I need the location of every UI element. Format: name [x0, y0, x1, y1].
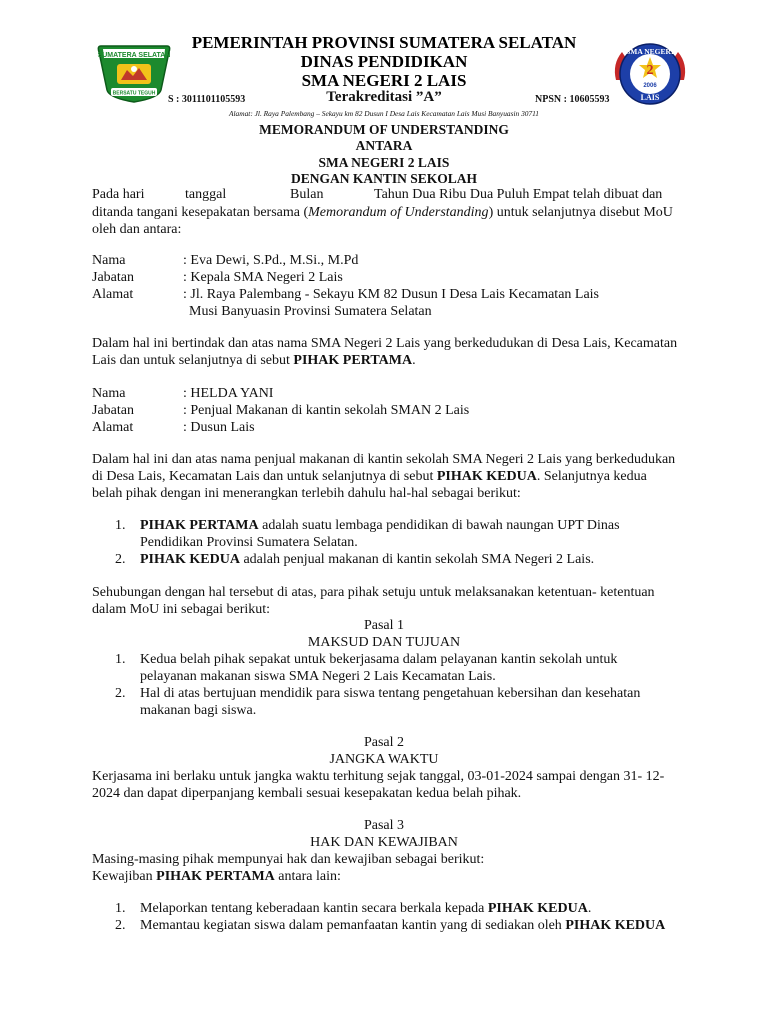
pasal3-label: Pasal 3	[363, 818, 405, 833]
doc-title-4: DENGAN KANTIN SEKOLAH	[290, 171, 478, 186]
doc-title-2: ANTARA	[355, 138, 413, 153]
school-emblem-number: 2	[646, 63, 654, 78]
party2-nama-label: Nama	[92, 386, 126, 401]
letterhead-accreditation: Terakreditasi ”A”	[326, 89, 442, 105]
pasal3-heading: HAK DAN KEWAJIBAN	[310, 835, 458, 850]
pasal1-item-number: 2.	[115, 686, 126, 701]
party2-alamat-value: : Dusun Lais	[183, 420, 255, 435]
intro-date: tanggal	[185, 187, 227, 202]
pasal3-line-1: Masing-masing pihak mempunyai hak dan kewajiban sebagai berikut:	[92, 852, 485, 867]
pasal3-item-2: Memantau kegiatan siswa dalam pemanfaatan kantin yang di sediakan oleh PIHAK KEDUA	[140, 918, 666, 933]
intro-line-3: oleh dan antara:	[92, 222, 182, 237]
letterhead-npsn: NPSN : 10605593	[535, 94, 610, 105]
school-emblem-top-text: SMA NEGERI	[626, 47, 674, 56]
pasal2-line-1: Kerjasama ini berlaku untuk jangka waktu terhitung sejak tanggal, 03-01-2024 sampai dengan 31- 12-	[92, 769, 665, 784]
intro-line-2: ditanda tangani kesepakatan bersama (Memorandum of Understanding) untuk selanjutnya disebut MoU	[92, 205, 673, 220]
party2-alamat-label: Alamat	[92, 420, 134, 435]
party1-alamat-value-2: Musi Banyuasin Provinsi Sumatera Selatan	[189, 304, 432, 319]
party1-alamat-value: : Jl. Raya Palembang - Sekayu KM 82 Dusun I Desa Lais Kecamatan Lais	[183, 287, 600, 302]
school-emblem-bottom-text: LAIS	[640, 93, 660, 102]
school-emblem-year: 2006	[643, 83, 657, 89]
point-number: 2.	[115, 552, 126, 567]
letterhead-nss: S : 3011101105593	[168, 94, 246, 105]
party1-alamat-label: Alamat	[92, 287, 134, 302]
letterhead-agency: DINAS PENDIDIKAN	[300, 52, 468, 71]
letterhead-government: PEMERINTAH PROVINSI SUMATERA SELATAN	[191, 33, 577, 52]
pasal1-heading: MAKSUD DAN TUJUAN	[307, 635, 461, 650]
party2-nama-value: : HELDA YANI	[183, 386, 274, 401]
party1-desc-1: Dalam hal ini bertindak dan atas nama SMA Negeri 2 Lais yang berkedudukan di Desa Lais, Kecamatan	[92, 336, 678, 351]
emblem-bottom-text: BERSATU TEGUH	[112, 90, 156, 97]
pasal3-item-number: 1.	[115, 901, 126, 916]
party2-desc-3: belah pihak dengan ini menerangkan terlebih dahulu hal-hal sebagai berikut:	[92, 486, 521, 501]
party1-jabatan-label: Jabatan	[92, 270, 134, 285]
emblem-top-text: SUMATERA SELATAN	[97, 52, 171, 59]
doc-title-1: MEMORANDUM OF UNDERSTANDING	[259, 122, 509, 137]
pasal1-item-1-line-2: pelayanan makanan siswa SMA Negeri 2 Lais Kecamatan Lais.	[140, 669, 496, 684]
pasal2-label: Pasal 2	[363, 735, 405, 750]
letterhead-school: SMA NEGERI 2 LAIS	[301, 71, 467, 90]
party1-jabatan-value: : Kepala SMA Negeri 2 Lais	[183, 270, 343, 285]
intro-day: Pada hari	[92, 187, 145, 202]
intro-year: Tahun Dua Ribu Dua Puluh Empat telah dibuat dan	[374, 187, 663, 202]
pasal1-item-number: 1.	[115, 652, 126, 667]
pasal1-label: Pasal 1	[363, 618, 405, 633]
pasal1-item-2-line-1: Hal di atas bertujuan mendidik para siswa tentang pengetahuan kebersihan dan kesehatan	[140, 686, 641, 701]
pasal2-line-2: 2024 dan dapat diperpanjang kembali sesuai kesepakatan kedua belah pihak.	[92, 786, 522, 801]
doc-title-3: SMA NEGERI 2 LAIS	[318, 155, 450, 170]
party1-desc-2: Lais dan untuk selanjutnya di sebut PIHAK PERTAMA.	[92, 353, 416, 368]
point-1-cont: Pendidikan Provinsi Sumatera Selatan.	[140, 535, 358, 550]
pasal3-item-number: 2.	[115, 918, 126, 933]
party2-jabatan-label: Jabatan	[92, 403, 134, 418]
party2-desc-2: di Desa Lais, Kecamatan Lais dan untuk selanjutnya di sebut PIHAK KEDUA. Selanjutnya kedua	[92, 469, 647, 484]
point-1-text: PIHAK PERTAMA adalah suatu lembaga pendidikan di bawah naungan UPT Dinas	[140, 518, 620, 533]
agreement-line-1: Sehubungan dengan hal tersebut di atas, para pihak setuju untuk melaksanakan ketentuan- ketentuan	[92, 585, 655, 600]
agreement-line-2: dalam MoU ini sebagai berikut:	[92, 602, 271, 617]
pasal3-item-1: Melaporkan tentang keberadaan kantin secara berkala kepada PIHAK KEDUA.	[140, 901, 592, 916]
intro-month: Bulan	[290, 187, 324, 202]
pasal1-item-2-line-2: makanan bagi siswa.	[140, 703, 257, 718]
letterhead-address: Alamat: Jl. Raya Palembang – Sekayu km 82 Dusun I Desa Lais Kecamatan Lais Musi Banyuasin 30711	[228, 109, 540, 118]
party2-desc-1: Dalam hal ini dan atas nama penjual makanan di kantin sekolah SMA Negeri 2 Lais yang berkedudukan	[92, 452, 676, 467]
party2-jabatan-value: : Penjual Makanan di kantin sekolah SMAN 2 Lais	[183, 403, 470, 418]
party1-nama-label: Nama	[92, 253, 126, 268]
point-number: 1.	[115, 518, 126, 533]
point-2-text: PIHAK KEDUA adalah penjual makanan di kantin sekolah SMA Negeri 2 Lais.	[140, 552, 595, 567]
party1-nama-value: : Eva Dewi, S.Pd., M.Si., M.Pd	[183, 253, 359, 268]
pasal1-item-1-line-1: Kedua belah pihak sepakat untuk bekerjasama dalam pelayanan kantin sekolah untuk	[140, 652, 618, 667]
pasal3-line-2: Kewajiban PIHAK PERTAMA antara lain:	[92, 869, 341, 884]
pasal2-heading: JANGKA WAKTU	[329, 752, 439, 767]
